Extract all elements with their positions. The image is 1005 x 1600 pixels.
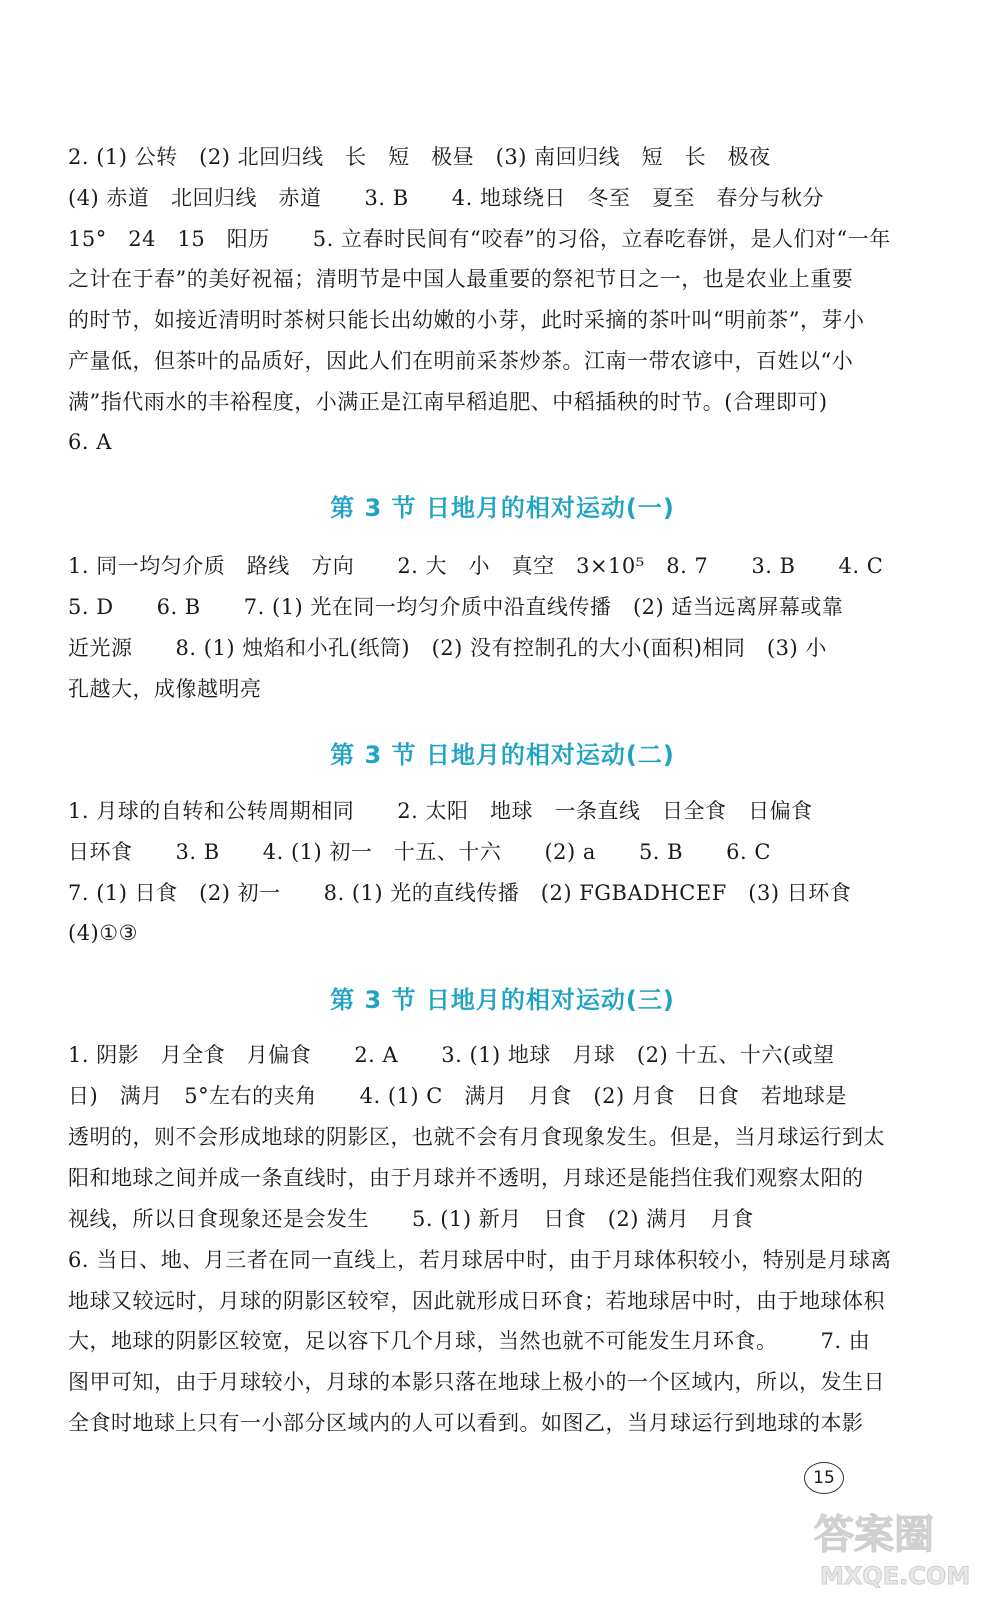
answer-line: 的时节，如接近清明时茶树只能长出幼嫩的小芽，此时采摘的茶叶叫“明前茶”，芽小 (68, 308, 865, 332)
answer-line: 6. 当日、地、月三者在同一直线上，若月球居中时，由于月球体积较小，特别是月球离 (68, 1248, 892, 1272)
answer-line: 阳和地球之间并成一条直线时，由于月球并不透明，月球还是能挡住我们观察太阳的 (68, 1166, 864, 1190)
section-heading: 第 3 节 日地月的相对运动(二) (330, 741, 675, 769)
answer-line: 1. 阴影 月全食 月偏食 2. A 3. (1) 地球 月球 (2) 十五、十六(或望 (68, 1043, 835, 1067)
section-heading: 第 3 节 日地月的相对运动(一) (330, 494, 675, 522)
answer-line: 1. 月球的自转和公转周期相同 2. 太阳 地球 一条直线 日全食 日偏食 (68, 799, 813, 823)
answer-line: 地球又较远时，月球的阴影区较窄，因此就形成日环食；若地球居中时，由于地球体积 (68, 1289, 885, 1313)
answer-line: 5. D 6. B 7. (1) 光在同一均匀介质中沿直线传播 (2) 适当远离屏幕或靠 (68, 595, 844, 619)
svg-text:MXQE.COM: MXQE.COM (820, 1562, 971, 1590)
answer-line: 透明的，则不会形成地球的阴影区，也就不会有月食现象发生。但是，当月球运行到太 (68, 1125, 885, 1149)
answer-line: 大，地球的阴影区较宽，足以容下几个月球，当然也就不可能发生月环食。 7. 由 (68, 1329, 871, 1353)
answer-line: 图甲可知，由于月球较小，月球的本影只落在地球上极小的一个区域内，所以，发生日 (68, 1370, 885, 1394)
page-number: 15 (804, 1462, 844, 1494)
answer-line: 6. A (68, 430, 112, 454)
answer-line: 2. (1) 公转 (2) 北回归线 长 短 极昼 (3) 南回归线 短 长 极夜 (68, 145, 771, 169)
answer-line: 视线，所以日食现象还是会发生 5. (1) 新月 日食 (2) 满月 月食 (68, 1207, 754, 1231)
answer-line: 满”指代雨水的丰裕程度，小满正是江南早稻追肥、中稻插秧的时节。(合理即可) (68, 390, 828, 414)
answer-line: 日) 满月 5°左右的夹角 4. (1) C 满月 月食 (2) 月食 日食 若地球是 (68, 1084, 847, 1108)
answer-line: 15° 24 15 阳历 5. 立春时民间有“咬春”的习俗，立春吃春饼，是人们对“一年 (68, 227, 891, 251)
answer-line: 全食时地球上只有一小部分区域内的人可以看到。如图乙，当月球运行到地球的本影 (68, 1411, 864, 1435)
watermark-logo (806, 1496, 991, 1592)
answer-line: 近光源 8. (1) 烛焰和小孔(纸筒) (2) 没有控制孔的大小(面积)相同 (3) 小 (68, 636, 827, 660)
answer-line: (4)①③ (68, 921, 138, 945)
svg-text:答案圈: 答案圈 (814, 1512, 934, 1558)
section-heading: 第 3 节 日地月的相对运动(三) (330, 986, 675, 1014)
answer-line: 孔越大，成像越明亮 (68, 677, 262, 701)
answer-line: 产量低，但茶叶的品质好，因此人们在明前采茶炒茶。江南一带农谚中，百姓以“小 (68, 349, 854, 373)
answer-line: 1. 同一均匀介质 路线 方向 2. 大 小 真空 3×10⁵ 8. 7 3. B 4. C (68, 554, 884, 578)
answer-line: 日环食 3. B 4. (1) 初一 十五、十六 (2) a 5. B 6. C (68, 840, 771, 864)
answer-line: (4) 赤道 北回归线 赤道 3. B 4. 地球绕日 冬至 夏至 春分与秋分 (68, 186, 825, 210)
answer-line: 之计在于春”的美好祝福；清明节是中国人最重要的祭祀节日之一，也是农业上重要 (68, 267, 854, 291)
answer-line: 7. (1) 日食 (2) 初一 8. (1) 光的直线传播 (2) FGBADHCEF (3) 日环食 (68, 881, 852, 905)
